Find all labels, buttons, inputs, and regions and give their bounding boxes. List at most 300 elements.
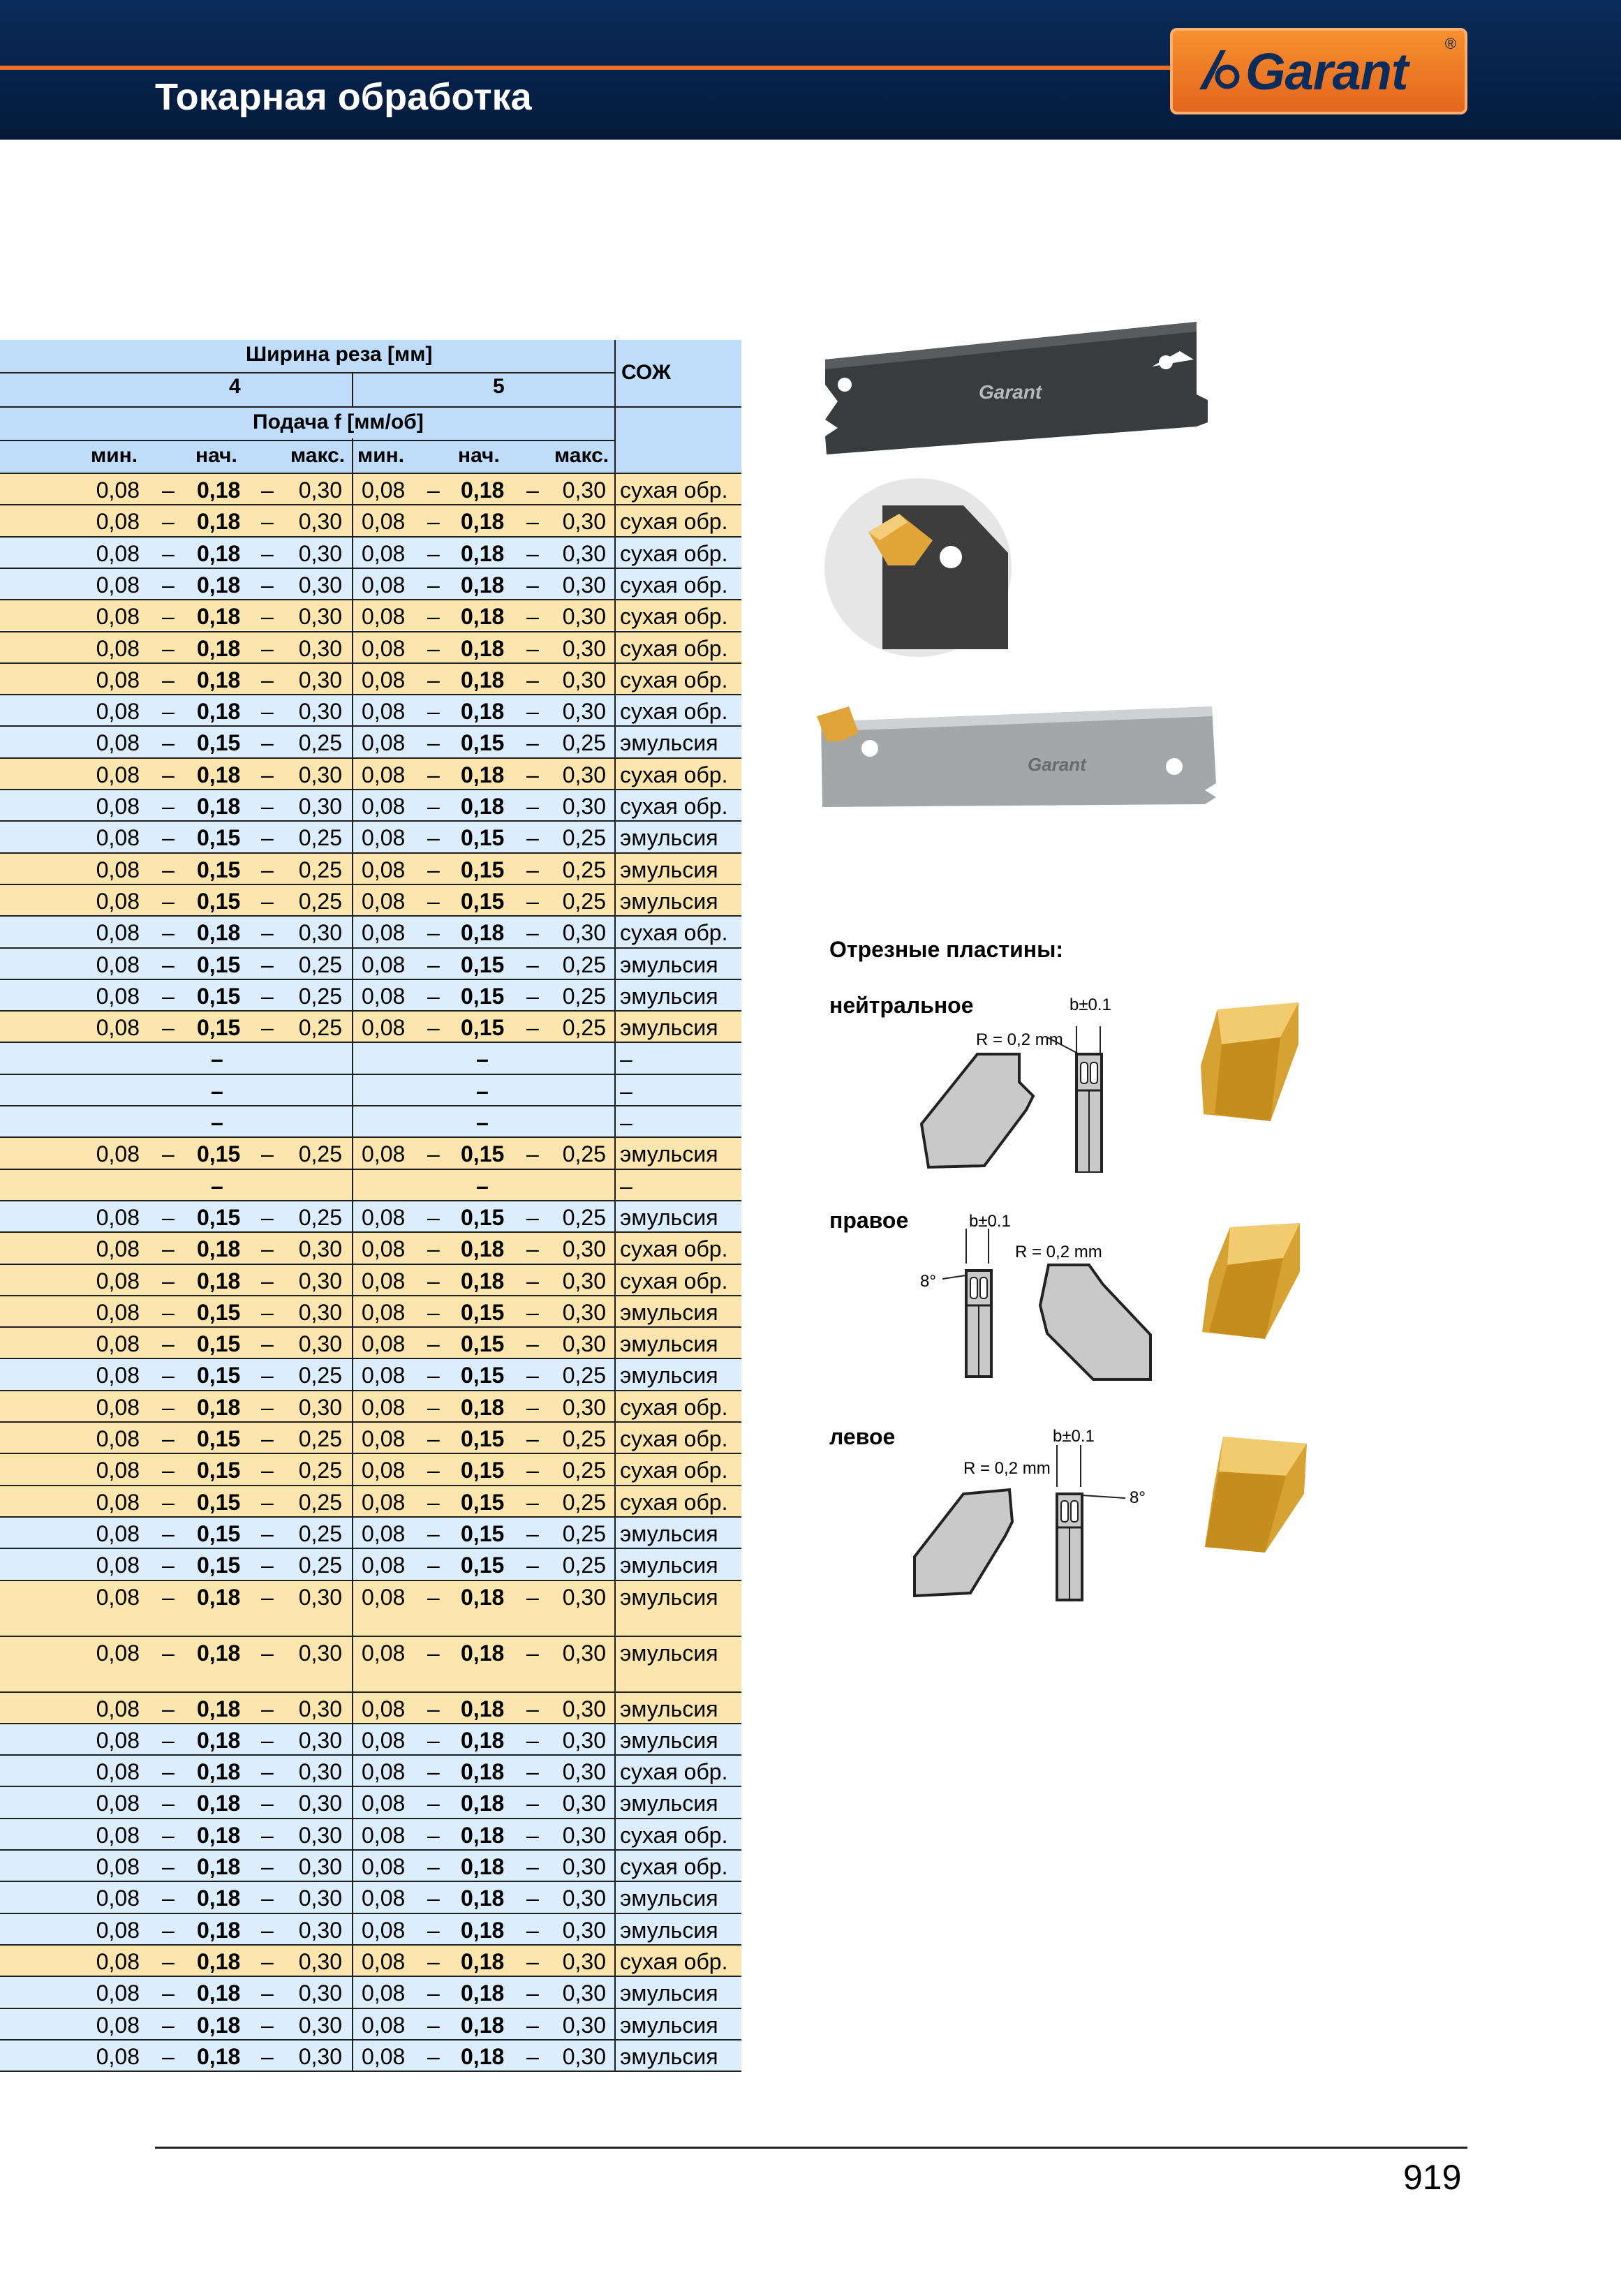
- dash: –: [476, 1078, 489, 1104]
- cell-min-4: 0,08: [96, 1363, 140, 1388]
- dash: –: [427, 1917, 440, 1943]
- cell-min-4: 0,08: [96, 794, 140, 819]
- cell-min-4: 0,08: [96, 1696, 140, 1721]
- cell-min-4: 0,08: [96, 1141, 140, 1167]
- dash: –: [526, 1141, 539, 1167]
- cell-min-5: 0,08: [362, 762, 406, 787]
- table-row: [0, 1200, 741, 1231]
- dash: –: [526, 1759, 539, 1785]
- cell-max-4: 0,30: [298, 2012, 342, 2038]
- table-row: [0, 2039, 741, 2071]
- dash: –: [526, 1696, 539, 1721]
- dash: –: [526, 857, 539, 882]
- header-min-4: мин.: [91, 444, 138, 467]
- dash: –: [162, 1268, 175, 1294]
- dash: –: [526, 1299, 539, 1325]
- table-row: [0, 884, 741, 915]
- cell-coolant: эмульсия: [620, 951, 718, 977]
- cell-min-5: 0,08: [362, 730, 406, 756]
- cell-min-5: 0,08: [362, 1236, 406, 1262]
- cell-coolant: сухая обр.: [620, 762, 728, 787]
- cell-max-5: 0,30: [562, 1948, 606, 1974]
- cell-max-5: 0,30: [562, 635, 606, 661]
- dash: –: [526, 699, 539, 725]
- dash: –: [162, 1854, 175, 1879]
- cell-start-4: 0,18: [197, 1696, 241, 1721]
- cell-min-4: 0,08: [96, 1917, 140, 1943]
- cell-max-4: 0,30: [298, 2043, 342, 2069]
- cell-min-5: 0,08: [362, 983, 406, 1009]
- dash: –: [162, 1331, 175, 1357]
- cell-coolant: –: [620, 1173, 632, 1199]
- cell-max-5: 0,25: [562, 1458, 606, 1483]
- neutral-radius: R = 0,2 mm: [976, 1030, 1063, 1049]
- dash: –: [427, 2012, 440, 2038]
- cell-max-4: 0,30: [298, 572, 342, 598]
- dash: –: [427, 604, 440, 630]
- dash: –: [261, 1696, 274, 1721]
- cell-min-5: 0,08: [362, 1727, 406, 1753]
- cell-start-5: 0,18: [461, 762, 505, 787]
- cell-max-5: 0,30: [562, 1886, 606, 1911]
- cell-start-4: 0,15: [197, 1520, 241, 1546]
- cell-max-5: 0,30: [562, 1696, 606, 1721]
- cell-max-5: 0,30: [562, 572, 606, 598]
- table-row: [0, 1453, 741, 1484]
- cell-start-4: 0,18: [197, 794, 241, 819]
- cell-max-5: 0,30: [562, 1917, 606, 1943]
- page-number: 919: [1403, 2158, 1462, 2197]
- cell-max-4: 0,30: [298, 1727, 342, 1753]
- dash: –: [526, 1458, 539, 1483]
- cell-min-4: 0,08: [96, 888, 140, 914]
- cell-max-4: 0,25: [298, 825, 342, 851]
- cell-min-5: 0,08: [362, 2043, 406, 2069]
- cell-max-4: 0,30: [298, 1584, 342, 1610]
- dash: –: [162, 699, 175, 725]
- cell-max-4: 0,30: [298, 635, 342, 661]
- insert-neutral-label: нейтральное: [829, 993, 974, 1018]
- dash: –: [427, 1520, 440, 1546]
- cell-max-5: 0,30: [562, 2012, 606, 2038]
- cell-max-4: 0,30: [298, 1759, 342, 1785]
- table-row: [0, 1169, 741, 1200]
- dash: –: [261, 1236, 274, 1262]
- dash: –: [261, 857, 274, 882]
- cell-min-4: 0,08: [96, 1822, 140, 1848]
- cell-min-5: 0,08: [362, 1204, 406, 1230]
- dash: –: [261, 1426, 274, 1451]
- cell-start-4: 0,18: [197, 604, 241, 630]
- dash: –: [162, 1886, 175, 1911]
- dash: –: [427, 1236, 440, 1262]
- header-feed: Подача f [мм/об]: [253, 410, 424, 434]
- cell-start-5: 0,18: [461, 1822, 505, 1848]
- cell-max-5: 0,25: [562, 1363, 606, 1388]
- cell-max-4: 0,25: [298, 1553, 342, 1578]
- header-start-4: нач.: [195, 444, 237, 467]
- cell-max-4: 0,30: [298, 1980, 342, 2006]
- cell-coolant: эмульсия: [620, 1520, 718, 1546]
- dash: –: [162, 572, 175, 598]
- dash: –: [526, 604, 539, 630]
- cell-coolant: эмульсия: [620, 1727, 718, 1753]
- dash: –: [476, 1110, 489, 1135]
- dash: –: [526, 1015, 539, 1041]
- cell-max-5: 0,25: [562, 951, 606, 977]
- dash: –: [261, 1917, 274, 1943]
- dash: –: [162, 1640, 175, 1666]
- cell-coolant: сухая обр.: [620, 1394, 728, 1420]
- dash: –: [427, 477, 440, 503]
- dash: –: [162, 730, 175, 756]
- cell-max-4: 0,30: [298, 1948, 342, 1974]
- dash: –: [526, 1489, 539, 1515]
- cell-max-5: 0,25: [562, 1520, 606, 1546]
- dash: –: [162, 1917, 175, 1943]
- cell-min-5: 0,08: [362, 1331, 406, 1357]
- dash: –: [427, 857, 440, 882]
- table-row: [0, 1913, 741, 1944]
- insert-left-label: левое: [829, 1424, 896, 1449]
- dash: –: [427, 667, 440, 692]
- cell-coolant: эмульсия: [620, 983, 718, 1009]
- cell-max-4: 0,30: [298, 604, 342, 630]
- cell-max-4: 0,30: [298, 1886, 342, 1911]
- dash: –: [162, 1584, 175, 1610]
- cell-max-4: 0,30: [298, 920, 342, 946]
- dash: –: [162, 762, 175, 787]
- cell-start-5: 0,18: [461, 2012, 505, 2038]
- cell-min-5: 0,08: [362, 1640, 406, 1666]
- table-row: [0, 1326, 741, 1358]
- cell-start-5: 0,15: [461, 1204, 505, 1230]
- cell-coolant: эмульсия: [620, 1980, 718, 2006]
- cell-coolant: сухая обр.: [620, 1426, 728, 1451]
- cell-start-4: 0,15: [197, 1426, 241, 1451]
- dash: –: [162, 1520, 175, 1546]
- cell-start-4: 0,18: [197, 477, 241, 503]
- cell-min-4: 0,08: [96, 825, 140, 851]
- cell-coolant: эмульсия: [620, 1696, 718, 1721]
- cell-min-4: 0,08: [96, 1394, 140, 1420]
- cell-start-5: 0,15: [461, 951, 505, 977]
- dash: –: [427, 794, 440, 819]
- dash: –: [261, 1822, 274, 1848]
- dash: –: [427, 1363, 440, 1388]
- cell-min-4: 0,08: [96, 2012, 140, 2038]
- left-insert-drawing: [908, 1445, 1138, 1603]
- cell-coolant: эмульсия: [620, 1553, 718, 1578]
- dash: –: [261, 1299, 274, 1325]
- cell-start-4: 0,18: [197, 2012, 241, 2038]
- dash: –: [261, 1854, 274, 1879]
- cell-min-4: 0,08: [96, 1489, 140, 1515]
- cell-max-4: 0,30: [298, 1696, 342, 1721]
- dash: –: [427, 888, 440, 914]
- right-b-tolerance: b±0.1: [969, 1212, 1011, 1231]
- cell-coolant: эмульсия: [620, 1886, 718, 1911]
- cell-start-5: 0,15: [461, 1426, 505, 1451]
- cell-start-5: 0,18: [461, 667, 505, 692]
- cell-max-5: 0,25: [562, 1553, 606, 1578]
- cell-start-5: 0,18: [461, 1854, 505, 1879]
- table-row: [0, 1264, 741, 1295]
- cell-start-4: 0,15: [197, 1331, 241, 1357]
- dash: –: [427, 1394, 440, 1420]
- cell-max-5: 0,30: [562, 1980, 606, 2006]
- cell-min-5: 0,08: [362, 1854, 406, 1879]
- cell-min-5: 0,08: [362, 1822, 406, 1848]
- cell-start-4: 0,18: [197, 1394, 241, 1420]
- cell-max-4: 0,25: [298, 983, 342, 1009]
- cell-min-4: 0,08: [96, 635, 140, 661]
- cell-max-5: 0,30: [562, 1299, 606, 1325]
- cell-min-5: 0,08: [362, 477, 406, 503]
- dash: –: [526, 2043, 539, 2069]
- dash: –: [526, 1394, 539, 1420]
- cell-coolant: эмульсия: [620, 1791, 718, 1816]
- cell-min-4: 0,08: [96, 920, 140, 946]
- dash: –: [261, 794, 274, 819]
- cell-start-5: 0,15: [461, 983, 505, 1009]
- table-row: [0, 504, 741, 535]
- cell-max-5: 0,30: [562, 509, 606, 535]
- cell-start-5: 0,15: [461, 1331, 505, 1357]
- cell-coolant: сухая обр.: [620, 1268, 728, 1294]
- cell-start-4: 0,15: [197, 1299, 241, 1325]
- cell-coolant: –: [620, 1110, 632, 1135]
- dash: –: [261, 699, 274, 725]
- cell-start-4: 0,18: [197, 762, 241, 787]
- cell-start-4: 0,15: [197, 730, 241, 756]
- dash: –: [261, 635, 274, 661]
- dash: –: [261, 1886, 274, 1911]
- dash: –: [261, 762, 274, 787]
- dash: –: [261, 1015, 274, 1041]
- cell-start-4: 0,15: [197, 983, 241, 1009]
- dash: –: [261, 667, 274, 692]
- cell-coolant: эмульсия: [620, 1917, 718, 1943]
- left-b-tolerance: b±0.1: [1053, 1427, 1095, 1446]
- dash: –: [261, 1759, 274, 1785]
- table-row: [0, 568, 741, 599]
- table-row: [0, 852, 741, 884]
- cell-coolant: эмульсия: [620, 1141, 718, 1167]
- right-radius: R = 0,2 mm: [1015, 1243, 1102, 1261]
- cell-coolant: сухая обр.: [620, 635, 728, 661]
- table-row: [0, 662, 741, 694]
- neutral-insert-drawing: [915, 1012, 1117, 1173]
- dash: –: [427, 1980, 440, 2006]
- cell-min-5: 0,08: [362, 1458, 406, 1483]
- dash: –: [427, 1458, 440, 1483]
- cell-start-4: 0,18: [197, 1822, 241, 1848]
- cell-min-5: 0,08: [362, 1948, 406, 1974]
- dash: –: [162, 1822, 175, 1848]
- cell-start-4: 0,18: [197, 1854, 241, 1879]
- cell-min-4: 0,08: [96, 1236, 140, 1262]
- cell-min-4: 0,08: [96, 1299, 140, 1325]
- parting-blade-image-1: [817, 318, 1208, 457]
- cell-coolant: эмульсия: [620, 1204, 718, 1230]
- cell-coolant: сухая обр.: [620, 699, 728, 725]
- dash: –: [427, 635, 440, 661]
- header-width-5: 5: [493, 375, 505, 398]
- cell-coolant: –: [620, 1078, 632, 1104]
- dash: –: [261, 509, 274, 535]
- cell-start-5: 0,15: [461, 857, 505, 882]
- dash: –: [162, 1948, 175, 1974]
- dash: –: [261, 1458, 274, 1483]
- cell-max-5: 0,30: [562, 604, 606, 630]
- cell-max-5: 0,25: [562, 730, 606, 756]
- cell-min-4: 0,08: [96, 667, 140, 692]
- cell-max-5: 0,25: [562, 1489, 606, 1515]
- header-min-5: мин.: [357, 444, 405, 467]
- dash: –: [427, 1553, 440, 1578]
- cell-min-4: 0,08: [96, 1948, 140, 1974]
- header-width-4: 4: [229, 375, 241, 398]
- dash: –: [162, 2043, 175, 2069]
- cell-min-5: 0,08: [362, 1141, 406, 1167]
- cell-max-4: 0,25: [298, 1520, 342, 1546]
- dash: –: [261, 1268, 274, 1294]
- dash: –: [427, 1268, 440, 1294]
- dash: –: [261, 888, 274, 914]
- cell-min-4: 0,08: [96, 951, 140, 977]
- dash: –: [162, 951, 175, 977]
- cell-max-5: 0,30: [562, 1727, 606, 1753]
- dash: –: [162, 635, 175, 661]
- cell-min-4: 0,08: [96, 1759, 140, 1785]
- table-row: [0, 1136, 741, 1168]
- cell-max-5: 0,25: [562, 983, 606, 1009]
- cell-max-5: 0,25: [562, 1204, 606, 1230]
- cell-start-4: 0,18: [197, 1791, 241, 1816]
- cell-min-4: 0,08: [96, 730, 140, 756]
- cell-coolant: сухая обр.: [620, 509, 728, 535]
- dash: –: [526, 1236, 539, 1262]
- table-row: [0, 1944, 741, 1976]
- dash: –: [162, 1458, 175, 1483]
- cell-start-4: 0,18: [197, 572, 241, 598]
- cell-start-4: 0,18: [197, 1980, 241, 2006]
- dash: –: [162, 857, 175, 882]
- cell-start-4: 0,18: [197, 1759, 241, 1785]
- dash: –: [476, 1173, 489, 1199]
- cell-max-5: 0,30: [562, 1236, 606, 1262]
- cell-start-5: 0,18: [461, 1727, 505, 1753]
- cell-max-5: 0,30: [562, 762, 606, 787]
- cell-start-5: 0,18: [461, 1791, 505, 1816]
- table-row: [0, 979, 741, 1010]
- cell-min-4: 0,08: [96, 1015, 140, 1041]
- cell-max-5: 0,30: [562, 1331, 606, 1357]
- cell-coolant: эмульсия: [620, 1584, 718, 1610]
- dash: –: [427, 1854, 440, 1879]
- dash: –: [261, 1204, 274, 1230]
- dash: –: [211, 1046, 223, 1072]
- cell-coolant: сухая обр.: [620, 1822, 728, 1848]
- cell-min-5: 0,08: [362, 1791, 406, 1816]
- cell-coolant: эмульсия: [620, 857, 718, 882]
- left-insert-image: [1195, 1427, 1314, 1560]
- dash: –: [526, 1948, 539, 1974]
- cell-min-4: 0,08: [96, 477, 140, 503]
- dash: –: [261, 920, 274, 946]
- cell-min-4: 0,08: [96, 699, 140, 725]
- cell-max-5: 0,30: [562, 920, 606, 946]
- table-row: [0, 1580, 741, 1636]
- dash: –: [427, 1426, 440, 1451]
- cell-start-4: 0,18: [197, 1236, 241, 1262]
- dash: –: [162, 667, 175, 692]
- dash: –: [526, 825, 539, 851]
- cell-min-4: 0,08: [96, 572, 140, 598]
- dash: –: [526, 1363, 539, 1388]
- dash: –: [261, 1640, 274, 1666]
- cell-max-4: 0,25: [298, 1458, 342, 1483]
- dash: –: [427, 1696, 440, 1721]
- dash: –: [526, 762, 539, 787]
- dash: –: [526, 477, 539, 503]
- cell-min-5: 0,08: [362, 1489, 406, 1515]
- cell-start-5: 0,18: [461, 794, 505, 819]
- dash: –: [261, 1520, 274, 1546]
- cell-max-4: 0,30: [298, 1640, 342, 1666]
- cell-start-5: 0,18: [461, 1759, 505, 1785]
- cell-min-4: 0,08: [96, 1886, 140, 1911]
- cell-min-5: 0,08: [362, 667, 406, 692]
- cell-min-4: 0,08: [96, 509, 140, 535]
- cell-coolant: эмульсия: [620, 825, 718, 851]
- cell-coolant: сухая обр.: [620, 1759, 728, 1785]
- cell-max-5: 0,30: [562, 1640, 606, 1666]
- cell-start-5: 0,18: [461, 540, 505, 566]
- cell-min-5: 0,08: [362, 604, 406, 630]
- cell-min-5: 0,08: [362, 1394, 406, 1420]
- page-header: [0, 0, 1621, 140]
- dash: –: [526, 1980, 539, 2006]
- dash: –: [427, 1489, 440, 1515]
- dash: –: [526, 1584, 539, 1610]
- table-row: [0, 1754, 741, 1786]
- dash: –: [162, 1791, 175, 1816]
- cell-max-5: 0,30: [562, 1394, 606, 1420]
- dash: –: [261, 604, 274, 630]
- cell-min-5: 0,08: [362, 1268, 406, 1294]
- dash: –: [261, 825, 274, 851]
- table-row: [0, 536, 741, 568]
- cell-min-4: 0,08: [96, 1584, 140, 1610]
- dash: –: [427, 699, 440, 725]
- dash: –: [427, 730, 440, 756]
- cell-max-4: 0,30: [298, 1394, 342, 1420]
- dash: –: [211, 1173, 223, 1199]
- table-row: [0, 757, 741, 789]
- cell-start-5: 0,15: [461, 1363, 505, 1388]
- dash: –: [427, 762, 440, 787]
- cell-min-4: 0,08: [96, 1640, 140, 1666]
- table-row: [0, 1105, 741, 1136]
- dash: –: [526, 1727, 539, 1753]
- dash: –: [526, 540, 539, 566]
- cell-start-4: 0,18: [197, 699, 241, 725]
- cell-start-4: 0,15: [197, 857, 241, 882]
- cell-max-4: 0,30: [298, 540, 342, 566]
- logo-registered-mark: ®: [1444, 35, 1456, 52]
